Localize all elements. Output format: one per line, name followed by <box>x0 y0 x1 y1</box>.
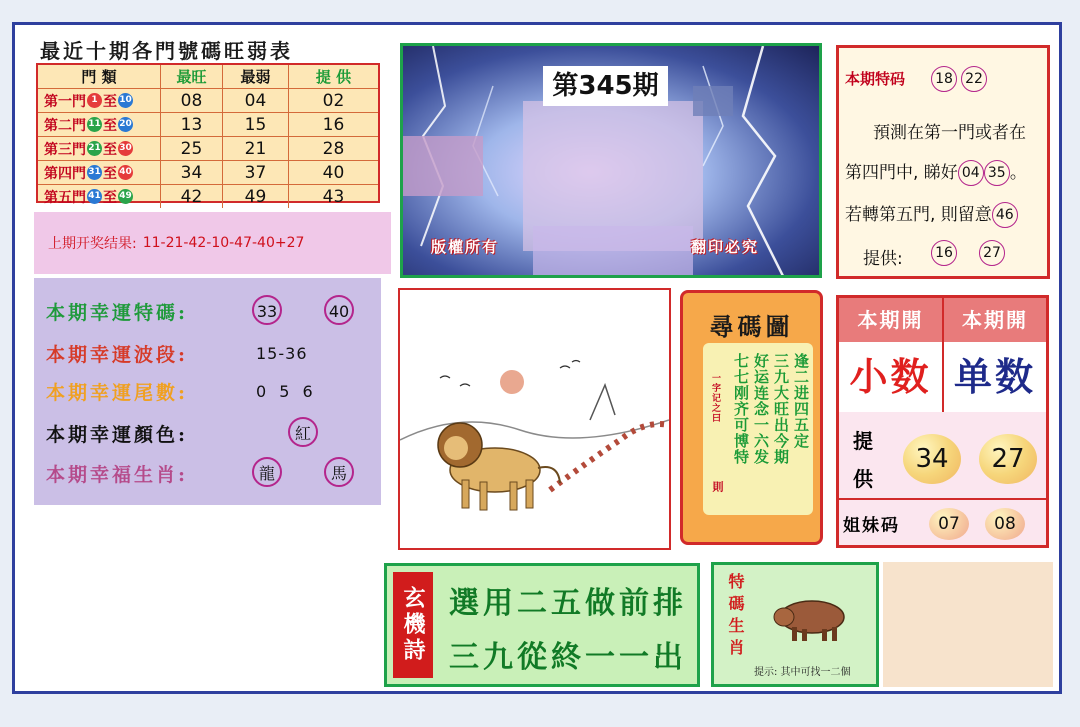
open-offer-label: 提供 <box>853 429 873 491</box>
sister-label: 姐妹码 <box>843 516 900 536</box>
lucky-tail-value: 0 5 6 <box>256 382 317 401</box>
open-offer-1: 34 <box>903 434 961 484</box>
prediction-line-2: 第四門中, 睇好 04 35 。 <box>845 158 1027 186</box>
cold-value: 49 <box>222 185 288 208</box>
last-result-label: 上期开奖结果: <box>48 236 137 252</box>
offer-value: 16 <box>288 113 378 136</box>
scroll-column-3: 好运连念一六发 <box>752 353 770 465</box>
code-scroll <box>680 290 823 545</box>
hot-value: 13 <box>160 113 222 136</box>
header-cold: 最弱 <box>222 65 288 88</box>
lion-icon <box>400 290 669 548</box>
open-head-right: 本期開 <box>944 298 1046 342</box>
scroll-column-1: 逢二进四五定 <box>792 353 810 449</box>
poem-label: 玄機詩 <box>393 572 433 678</box>
lucky-color-value: 紅 <box>288 417 318 447</box>
lucky-special-2: 40 <box>324 295 354 325</box>
hot-cold-table <box>36 63 380 207</box>
hot-value: 08 <box>160 89 222 112</box>
prediction-line-1: 預測在第一門或者在 <box>873 123 1026 143</box>
last-result-value: 11-21-42-10-47-40+27 <box>142 235 305 251</box>
row-label: 第二門 11 至 20 <box>44 117 132 134</box>
offer-value: 43 <box>288 185 378 208</box>
lucky-color-label: 本期幸運顏色: <box>46 424 189 446</box>
lucky-tail-label: 本期幸運尾數: <box>46 382 189 404</box>
sister-num-2: 08 <box>985 508 1025 540</box>
sister-num-1: 07 <box>929 508 969 540</box>
lion-illustration <box>398 288 671 550</box>
zodiac-label: 特碼生肖 <box>726 573 745 661</box>
lucky-wave-value: 15-36 <box>256 344 308 363</box>
prediction-offer-1: 16 <box>931 240 957 266</box>
zodiac-box <box>711 562 879 687</box>
open-offer-2: 27 <box>979 434 1037 484</box>
offer-value: 28 <box>288 137 378 160</box>
cold-value: 15 <box>222 113 288 136</box>
open-head-left: 本期開 <box>839 298 944 342</box>
offer-value: 02 <box>288 89 378 112</box>
prediction-title: 本期特码 <box>845 70 906 88</box>
zodiac-hint: 提示: 其中可找一二個 <box>754 667 851 678</box>
prediction-line-3: 若轉第五門, 則留意 46 <box>845 200 1018 228</box>
prediction-offer-label: 提供: <box>863 249 903 269</box>
table-row <box>38 112 378 136</box>
poem-line-2: 三九從終一一出 <box>449 640 687 675</box>
scroll-footnote-word: 則 <box>711 481 724 493</box>
scroll-column-4: 七七刚齐可博特 <box>732 353 750 465</box>
prediction-title-num-1: 18 <box>931 66 957 92</box>
table-title: 最近十期各門號碼旺弱表 <box>40 39 293 63</box>
hot-value: 34 <box>160 161 222 184</box>
lucky-special-label: 本期幸運特碼: <box>46 302 189 324</box>
table-header-row <box>38 65 378 88</box>
row-label: 第四門 31 至 40 <box>44 165 132 182</box>
mystery-poem <box>384 563 700 687</box>
period-number: 第345期 <box>543 66 668 106</box>
poem-line-1: 選用二五做前排 <box>449 586 687 621</box>
hot-value: 25 <box>160 137 222 160</box>
scroll-footnote: 一字记之曰 <box>710 373 720 423</box>
header-category: 門 類 <box>81 68 117 86</box>
header-offer: 提 供 <box>288 65 378 88</box>
open-panel <box>836 295 1049 548</box>
row-label: 第五門 41 至 49 <box>44 189 132 206</box>
cold-value: 37 <box>222 161 288 184</box>
prediction-panel <box>836 45 1050 279</box>
lucky-zodiac-1: 龍 <box>252 457 282 487</box>
cold-value: 21 <box>222 137 288 160</box>
header-hot: 最旺 <box>160 65 222 88</box>
cold-value: 04 <box>222 89 288 112</box>
row-label: 第三門 21 至 30 <box>44 141 132 158</box>
copyright-text: 版權所有 <box>431 238 500 256</box>
scroll-column-2: 三九大旺出今期 <box>772 353 790 465</box>
pig-icon <box>772 587 852 647</box>
lucky-zodiac-2: 馬 <box>324 457 354 487</box>
blank-panel <box>883 562 1053 687</box>
prediction-title-num-2: 22 <box>961 66 987 92</box>
table-row <box>38 184 378 208</box>
lucky-zodiac-label: 本期幸福生肖: <box>46 464 189 486</box>
row-label: 第一門 1 至 10 <box>44 93 132 110</box>
table-row <box>38 88 378 112</box>
hot-value: 42 <box>160 185 222 208</box>
period-banner <box>400 43 822 278</box>
open-parity: 单数 <box>944 342 1046 412</box>
lucky-special-1: 33 <box>252 295 282 325</box>
scroll-title: 尋碼圖 <box>709 312 794 341</box>
no-reprint-text: 翻印必究 <box>691 238 760 256</box>
prediction-offer-2: 27 <box>979 240 1005 266</box>
last-result-bar <box>34 212 391 274</box>
offer-value: 40 <box>288 161 378 184</box>
table-row <box>38 160 378 184</box>
scroll-paper <box>703 343 813 515</box>
table-row <box>38 136 378 160</box>
lucky-panel <box>34 278 381 505</box>
open-size: 小数 <box>839 342 944 412</box>
lucky-wave-label: 本期幸運波段: <box>46 344 189 366</box>
